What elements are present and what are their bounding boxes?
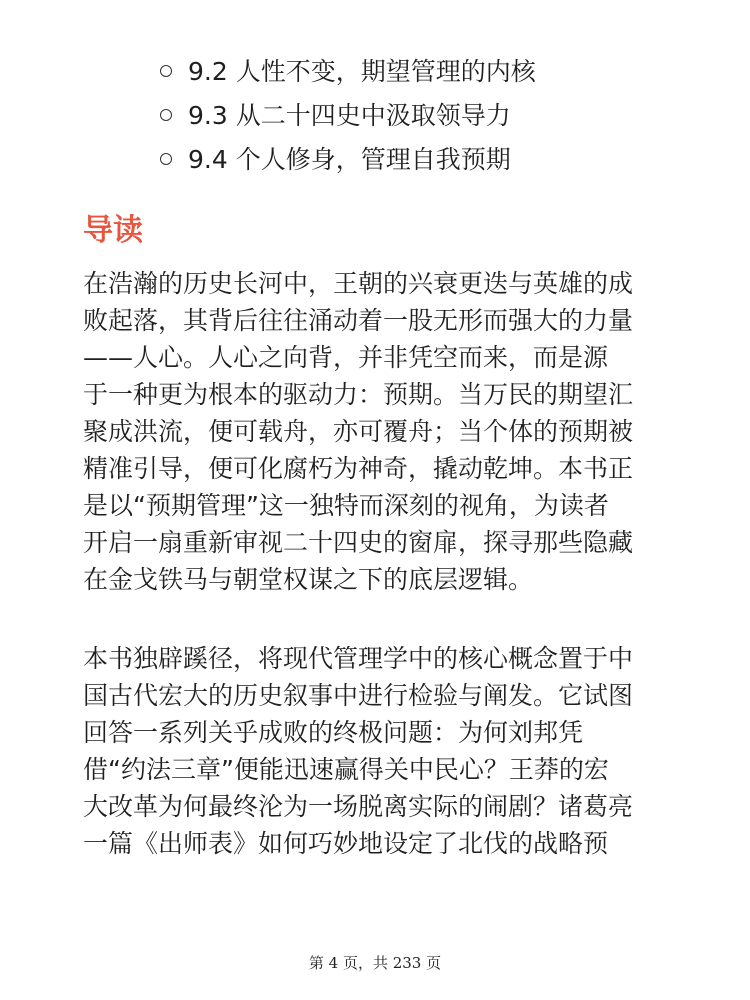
text-line: 国古代宏大的历史叙事中进行检验与阐发。它试图 [83, 681, 634, 710]
toc-item [160, 138, 536, 182]
text-line: 败起落，其背后往往涌动着一股无形而强大的力量 [83, 306, 634, 335]
intro-paragraph-2 [83, 640, 683, 862]
text-line: ——人心。人心之向背，并非凭空而来，而是源 [83, 343, 609, 372]
toc-list [160, 50, 536, 182]
toc-item-label: 9.4 个人修身，管理自我预期 [188, 145, 511, 174]
section-heading: 导读 [83, 213, 143, 248]
hollow-circle-bullet-icon [160, 153, 172, 165]
toc-item-label: 9.2 人性不变，期望管理的内核 [188, 57, 536, 86]
text-line: 是以“预期管理”这一独特而深刻的视角，为读者 [83, 491, 609, 520]
text-line: 精准引导，便可化腐朽为神奇，撬动乾坤。本书正 [83, 454, 634, 483]
hollow-circle-bullet-icon [160, 109, 172, 121]
hollow-circle-bullet-icon [160, 65, 172, 77]
text-line: 一篇《出师表》如何巧妙地设定了北伐的战略预 [83, 829, 609, 858]
toc-item [160, 50, 536, 94]
text-line: 在金戈铁马与朝堂权谋之下的底层逻辑。 [83, 565, 534, 594]
text-line: 借“约法三章”便能迅速赢得关中民心？王莽的宏 [83, 755, 609, 784]
toc-item [160, 94, 536, 138]
text-line: 回答一系列关乎成败的终极问题：为何刘邦凭 [83, 718, 584, 747]
page-number-footer: 第 4 页，共 233 页 [308, 954, 442, 972]
text-line: 聚成洪流，便可载舟，亦可覆舟；当个体的预期被 [83, 417, 634, 446]
text-line: 在浩瀚的历史长河中，王朝的兴衰更迭与英雄的成 [83, 269, 634, 298]
text-line: 开启一扇重新审视二十四史的窗扉，探寻那些隐藏 [83, 528, 634, 557]
intro-paragraph-1 [83, 265, 683, 598]
text-line: 大改革为何最终沦为一场脱离实际的闹剧？诸葛亮 [83, 792, 634, 821]
text-line: 于一种更为根本的驱动力：预期。当万民的期望汇 [83, 380, 634, 409]
text-line: 本书独辟蹊径，将现代管理学中的核心概念置于中 [83, 644, 634, 673]
toc-item-label: 9.3 从二十四史中汲取领导力 [188, 101, 511, 130]
